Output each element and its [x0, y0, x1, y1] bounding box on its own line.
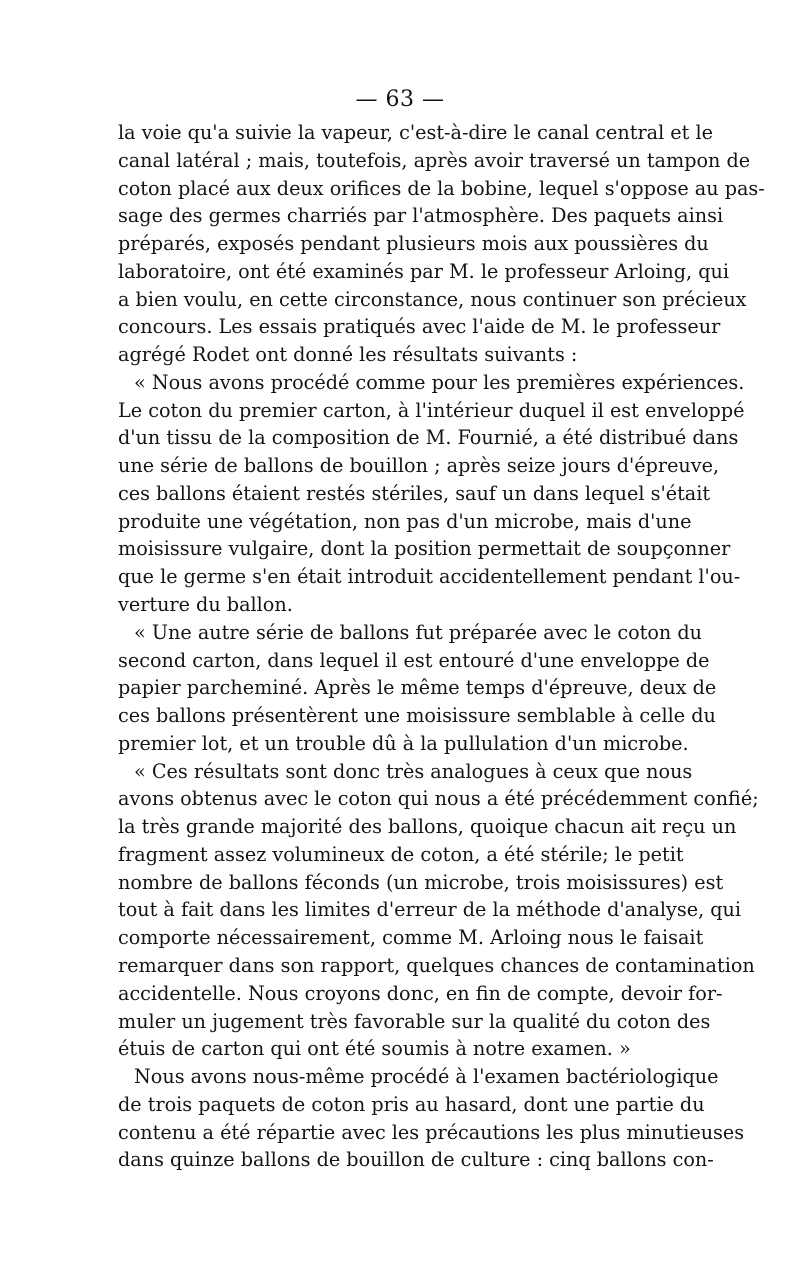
- text-line: contenu a été répartie avec les précautions les plus minutieuses: [118, 1120, 745, 1144]
- text-line: tout à fait dans les limites d'erreur de la méthode d'analyse, qui: [118, 898, 742, 922]
- text-line: remarquer dans son rapport, quelques chances de contamination: [118, 953, 755, 977]
- text-line: la voie qu'a suivie la vapeur, c'est-à-dire le canal central et le: [118, 121, 713, 144]
- text-line: verture du ballon.: [118, 593, 293, 617]
- text-line: la très grande majorité des ballons, quoique chacun ait reçu un: [118, 815, 737, 839]
- text-line: nombre de ballons féconds (un microbe, trois moisissures) est: [118, 870, 724, 894]
- text-line: que le germe s'en était introduit accidentellement pendant l'ou-: [118, 565, 741, 589]
- text-line: moisissure vulgaire, dont la position permettait de soupçonner: [118, 537, 731, 561]
- text-line: étuis de carton qui ont été soumis à notre examen. »: [118, 1037, 631, 1061]
- text-line: une série de ballons de bouillon ; après seize jours d'épreuve,: [118, 454, 720, 478]
- text-line: coton placé aux deux orifices de la bobine, lequel s'oppose au pas-: [118, 176, 765, 200]
- body-text: [118, 119, 765, 1174]
- text-line: sage des germes charriés par l'atmosphère. Des paquets ainsi: [118, 204, 724, 228]
- text-line: muler un jugement très favorable sur la qualité du coton des: [118, 1009, 711, 1033]
- text-line: premier lot, et un trouble dû à la pullulation d'un microbe.: [118, 731, 689, 755]
- text-line: accidentelle. Nous croyons donc, en fin de compte, devoir for-: [118, 981, 723, 1005]
- text-line: canal latéral ; mais, toutefois, après avoir traversé un tampon de: [118, 148, 751, 172]
- text-line: produite une végétation, non pas d'un microbe, mais d'une: [118, 509, 692, 533]
- text-line: concours. Les essais pratiqués avec l'aide de M. le professeur: [118, 315, 721, 339]
- text-line: comporte nécessairement, comme M. Arloing nous le faisait: [118, 926, 704, 950]
- text-line: de trois paquets de coton pris au hasard, dont une partie du: [118, 1092, 705, 1116]
- text-line: d'un tissu de la composition de M. Fournié, a été distribué dans: [118, 426, 739, 450]
- text-line: Nous avons nous-même procédé à l'examen bactériologique: [134, 1065, 719, 1089]
- text-line: ces ballons étaient restés stériles, sauf un dans lequel s'était: [118, 481, 711, 505]
- text-line: fragment assez volumineux de coton, a été stérile; le petit: [118, 842, 684, 866]
- text-line: Le coton du premier carton, à l'intérieur duquel il est enveloppé: [118, 398, 745, 422]
- text-line: agrégé Rodet ont donné les résultats suivants :: [118, 343, 578, 367]
- text-line: « Nous avons procédé comme pour les premières expériences.: [134, 370, 745, 394]
- text-line: préparés, exposés pendant plusieurs mois aux poussières du: [118, 232, 709, 256]
- text-line: « Une autre série de ballons fut préparée avec le coton du: [134, 620, 703, 644]
- text-line: a bien voulu, en cette circonstance, nous continuer son précieux: [118, 287, 747, 311]
- text-line: laboratoire, ont été examinés par M. le professeur Arloing, qui: [118, 259, 730, 283]
- text-line: second carton, dans lequel il est entouré d'une enveloppe de: [118, 648, 710, 672]
- text-line: papier parcheminé. Après le même temps d'épreuve, deux de: [118, 676, 717, 700]
- text-line: avons obtenus avec le coton qui nous a été précédemment confié;: [118, 787, 759, 811]
- text-line: « Ces résultats sont donc très analogues à ceux que nous: [134, 759, 693, 783]
- text-line: ces ballons présentèrent une moisissure semblable à celle du: [118, 704, 716, 728]
- page-number: — 63 —: [355, 87, 445, 112]
- text-line: dans quinze ballons de bouillon de culture : cinq ballons con-: [118, 1148, 714, 1172]
